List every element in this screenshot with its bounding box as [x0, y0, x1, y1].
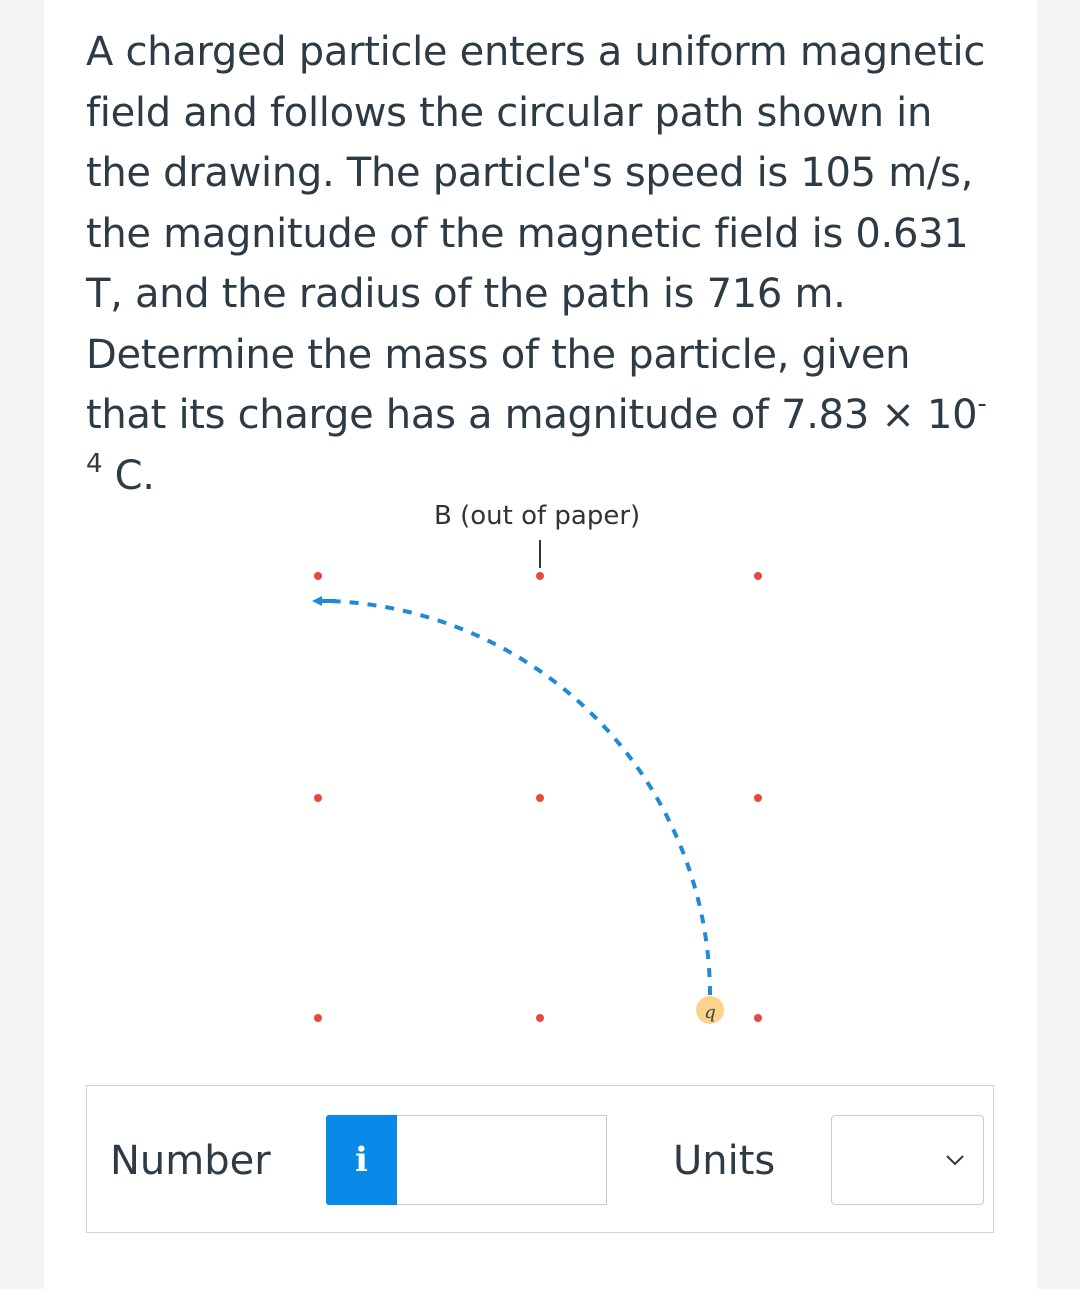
question-body: A charged particle enters a uniform magnetic field and follows the circular path shown in the drawing. The particle's speed is 105 m/s, the magnitude of the magnetic field is 0.631 T, and the radius of the path is 716 m. Determine the mass of the particle, given that its charge has a magnitude of 7.83 × 10: [86, 29, 986, 438]
field-label: B (out of paper): [434, 501, 641, 531]
field-dots: [314, 572, 762, 1022]
field-dot: [754, 572, 762, 580]
charge-label: q: [704, 1002, 716, 1023]
diagram-svg: [300, 490, 780, 1050]
field-dot: [536, 572, 544, 580]
particle-path: [330, 601, 710, 995]
info-button[interactable]: [326, 1115, 397, 1205]
number-input[interactable]: [397, 1115, 607, 1205]
units-label: Units: [673, 1138, 776, 1184]
units-dropdown[interactable]: [831, 1115, 984, 1205]
chevron-down-icon: [945, 1152, 965, 1168]
info-icon: i: [355, 1140, 368, 1180]
field-dot: [536, 794, 544, 802]
field-dot: [314, 794, 322, 802]
question-end: C.: [102, 452, 155, 499]
field-dot: [536, 1014, 544, 1022]
question-text: [86, 22, 996, 506]
field-dot: [754, 794, 762, 802]
magnetic-field-diagram: [300, 490, 780, 1050]
field-dot: [754, 1014, 762, 1022]
field-dot: [314, 572, 322, 580]
exponent: -4: [86, 388, 987, 480]
field-dot: [314, 1014, 322, 1022]
number-label: Number: [110, 1138, 271, 1184]
